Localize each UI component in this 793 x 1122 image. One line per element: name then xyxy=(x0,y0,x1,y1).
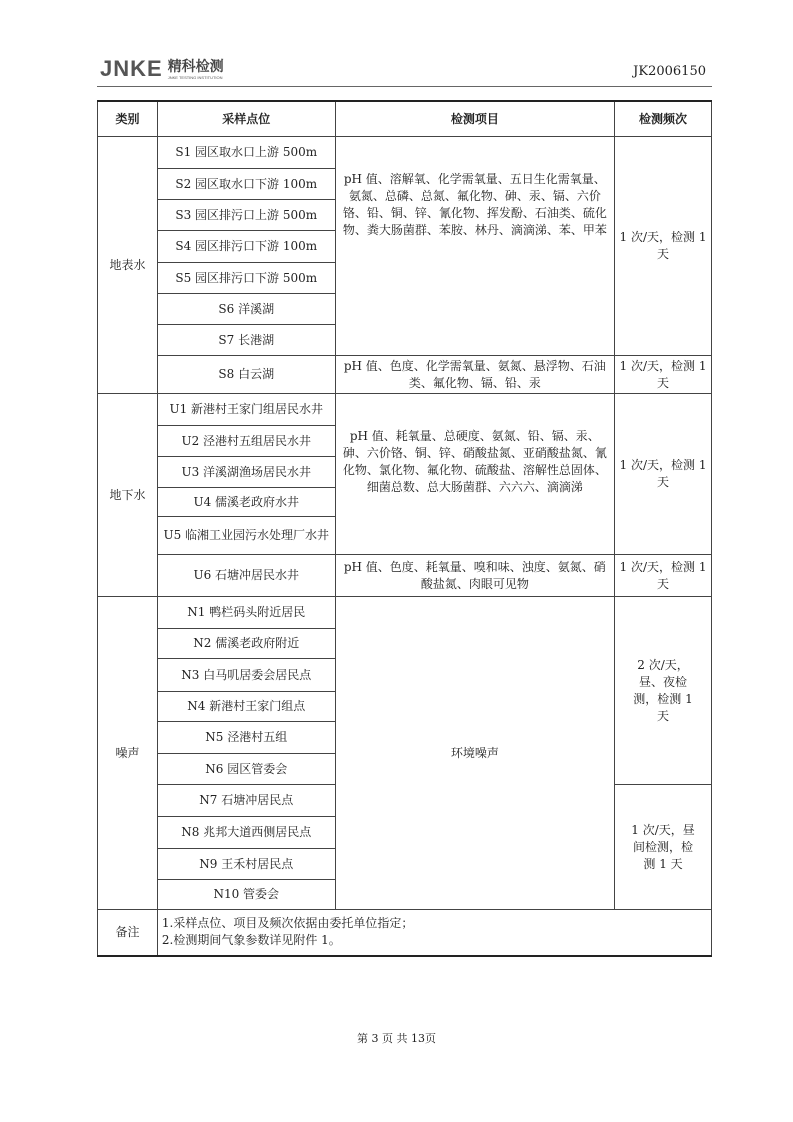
remark-line: 1.采样点位、项目及频次依据由委托单位指定； xyxy=(161,916,414,931)
point-cell: N1 鸭栏码头附近居民 xyxy=(157,597,335,629)
point-cell: U3 洋溪湖渔场居民水井 xyxy=(157,457,335,488)
category-cell: 地表水 xyxy=(98,137,158,394)
col-frequency: 检测频次 xyxy=(615,101,712,137)
frequency-cell: 2 次/天，昼、夜检测，检测 1 天 xyxy=(615,597,712,785)
point-cell: N3 白马叽居委会居民点 xyxy=(157,659,335,692)
remarks-label: 备注 xyxy=(98,910,158,956)
remarks-row xyxy=(98,910,712,956)
col-items: 检测项目 xyxy=(335,101,614,137)
col-category: 类别 xyxy=(98,101,158,137)
logo-cn: 精科检测 xyxy=(167,59,224,75)
point-cell: S4 园区排污口下游 100m xyxy=(157,231,335,263)
point-cell: U5 临湘工业园污水处理厂水井 xyxy=(157,517,335,555)
frequency-cell: 1 次/天，检测 1 天 xyxy=(615,394,712,555)
remark-line: 2.检测期间气象参数详见附件 1。 xyxy=(161,933,341,948)
frequency-cell: 1 次/天，检测 1 天 xyxy=(615,356,712,394)
document-number: JK2006150 xyxy=(633,64,706,79)
point-cell: U4 儒溪老政府水井 xyxy=(157,488,335,517)
point-cell: N8 兆邦大道西侧居民点 xyxy=(157,817,335,849)
point-cell: N4 新港村王家门组点 xyxy=(157,692,335,722)
category-cell: 地下水 xyxy=(98,394,158,597)
point-cell: S8 白云湖 xyxy=(157,356,335,394)
point-cell: S2 园区取水口下游 100m xyxy=(157,169,335,200)
point-cell: S6 洋溪湖 xyxy=(157,294,335,325)
point-cell: U1 新港村王家门组居民水井 xyxy=(157,394,335,426)
point-cell: N5 泾港村五组 xyxy=(157,722,335,754)
point-cell: N7 石塘冲居民点 xyxy=(157,785,335,817)
remarks-content xyxy=(157,910,711,956)
items-cell: pH 值、色度、化学需氧量、氨氮、悬浮物、石油类、氟化物、镉、铅、汞 xyxy=(335,356,614,394)
items-cell: pH 值、色度、耗氧量、嗅和味、浊度、氨氮、硝酸盐氮、肉眼可见物 xyxy=(335,555,614,597)
frequency-cell: 1 次/天，检测 1 天 xyxy=(615,137,712,356)
items-cell: pH 值、溶解氧、化学需氧量、五日生化需氧量、氨氮、总磷、总氮、氟化物、砷、汞、镉、六价铬、铅、铜、锌、氰化物、挥发酚、石油类、硫化物、粪大肠菌群、苯胺、林丹、滴滴涕、苯、甲苯 xyxy=(335,137,614,356)
point-cell: U6 石塘冲居民水井 xyxy=(157,555,335,597)
point-cell: N9 王禾村居民点 xyxy=(157,849,335,880)
point-cell: U2 泾港村五组居民水井 xyxy=(157,426,335,457)
frequency-cell: 1 次/天，昼间检测，检测 1 天 xyxy=(615,785,712,910)
category-cell: 噪声 xyxy=(98,597,158,910)
frequency-cell: 1 次/天，检测 1 天 xyxy=(615,555,712,597)
logo-mark: JNKE xyxy=(100,56,163,81)
point-cell: S3 园区排污口上游 500m xyxy=(157,200,335,231)
point-cell: N6 园区管委会 xyxy=(157,754,335,785)
point-cell: N10 管委会 xyxy=(157,880,335,910)
logo-en: JNKE TESTING INSTITUTION xyxy=(167,75,223,80)
point-cell: S5 园区排污口下游 500m xyxy=(157,263,335,294)
point-cell: N2 儒溪老政府附近 xyxy=(157,629,335,659)
header-divider xyxy=(97,86,712,87)
page-number: 第 3 页 共 13页 xyxy=(357,1032,436,1045)
monitoring-table xyxy=(97,100,712,957)
items-cell: pH 值、耗氧量、总硬度、氨氮、铅、镉、汞、砷、六价铬、铜、锌、硝酸盐氮、亚硝酸盐氮、氰化物、氯化物、氟化物、硫酸盐、溶解性总固体、细菌总数、总大肠菌群、六六六、滴滴涕 xyxy=(335,394,614,555)
table-row xyxy=(98,137,712,169)
point-cell: S1 园区取水口上游 500m xyxy=(157,137,335,169)
company-logo xyxy=(100,58,224,80)
point-cell: S7 长港湖 xyxy=(157,325,335,356)
col-point: 采样点位 xyxy=(157,101,335,137)
items-cell: 环境噪声 xyxy=(335,597,614,910)
table-header-row xyxy=(98,101,712,137)
